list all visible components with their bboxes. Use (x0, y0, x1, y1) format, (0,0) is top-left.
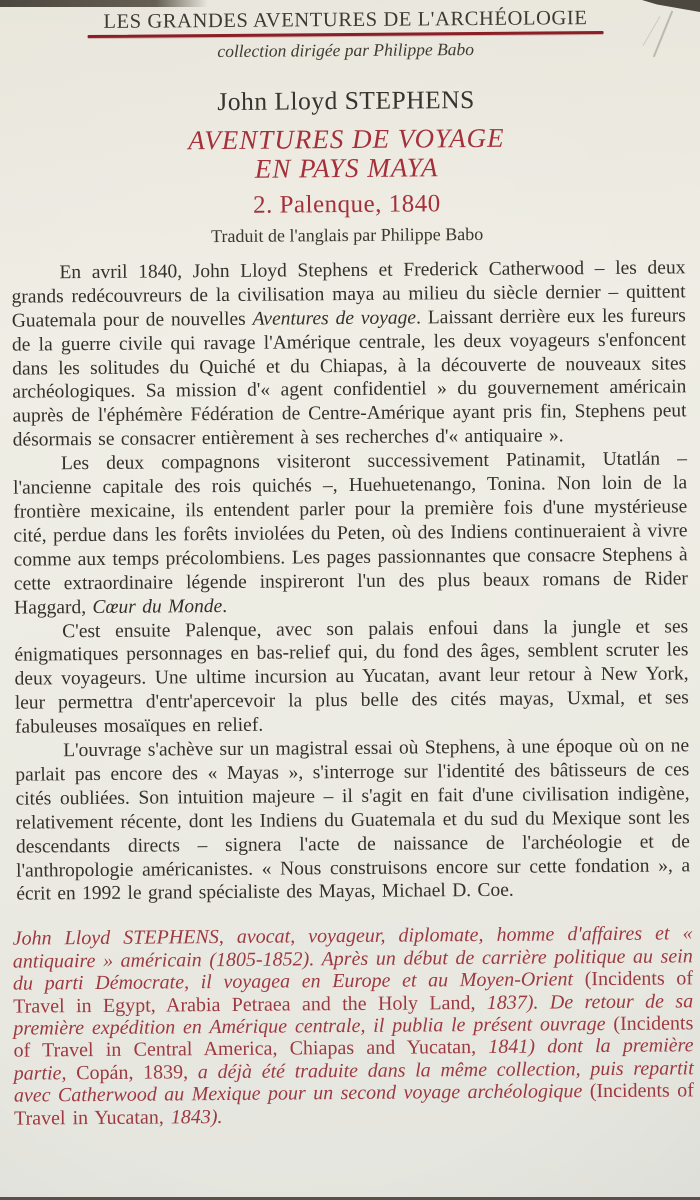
synopsis (11, 256, 690, 907)
synopsis-paragraph-1: En avril 1840, John Lloyd Stephens et Frederick Catherwood – les deux grands redécouvreurs de la civilisation maya au milieu du siècle dernier – quittent Guatemala pour de nouvelles Aventures de voyage. Laissant derrière eux les fureurs de la guerre civile qui ravage l'Amérique centrale, les deux voyageurs s'enfoncent dans les solitudes du Quiché et du Chiapas, à la découverte de nouveaux sites archéologiques. Sa mission d'« agent confidentiel » du gouvernement américain auprès de l'éphémère Fédération de Centre-Amérique ayant pris fin, Stephens peut désormais se consacrer entièrement à ses recherches d'« antiquaire ». (11, 257, 687, 451)
author-bio: John Lloyd STEPHENS, avocat, voyageur, diplomate, homme d'affaires et « antiquaire » américain (1805-1852). Après un début de carrière politique au sein du parti Démocrate, il voyagea en Europe et au Moyen-Orient (Incidents of Travel in Egypt, Arabia Petraea and the Holy Land, 1837). De retour de sa première expédition en Amérique centrale, il publia le présent ouvrage (Incidents of Travel in Central America, Chiapas and Yucatan, 1841) dont la première partie, Copán, 1839, a déjà été traduite dans la même collection, puis repartit avec Catherwood au Mexique pour un second voyage archéologique (Incidents of Travel in Yucatan, 1843). (12, 922, 694, 1130)
series-subtitle: collection dirigée par Philippe Babo (217, 38, 475, 61)
volume-subtitle: 2. Palenque, 1840 (252, 190, 441, 219)
synopsis-paragraph-3: C'est ensuite Palenque, avec son palais enfoui dans la jungle et ses énigmatiques personnages en bas-relief qui, du fond des âges, semblent scruter les deux voyageurs. Une ultime incursion au Yucatan, avant leur retour à New York, leur permettra d'entr'apercevoir la plus belle des cités mayas, Uxmal, et ses fabuleuses mosaïques en relief. (14, 615, 689, 738)
title-block (0, 83, 697, 249)
synopsis-paragraph-4: L'ouvrage s'achève sur un magistral essai où Stephens, à une époque où on ne parlait pas encore des « Mayas », s'interroge sur l'identité des bâtisseurs de ces cités oubliées. Son intuition majeure – il s'agit en fait d'une civilisation indigène, relativement récente, dont les Indiens du Guatemala et du sud du Mexique sont les descendants directs – signera l'acte de naissance de l'archéologie et de l'anthropologie américanistes. « Nous construisons encore sur cette fondation », a écrit en 1992 le grand spécialiste des Mayas, Michael D. Coe. (15, 735, 691, 906)
author-name: John Lloyd STEPHENS (217, 84, 475, 116)
series-title: LES GRANDES AVENTURES DE L'ARCHÉOLOGIE (103, 7, 588, 33)
book-title-line2: EN PAYS MAYA (254, 152, 439, 184)
series-banner (0, 6, 696, 63)
translation-credit: Traduit de l'anglais par Philippe Babo (211, 223, 484, 247)
author-bio-section (13, 923, 695, 1130)
synopsis-paragraph-2: Les deux compagnons visiteront successivement Patinamit, Utatlán – l'ancienne capitale des rois quichés –, Huehuetenango, Tonina. Non loin de la frontière mexicaine, ils entendent parler pour la première fois d'une mystérieuse cité, perdue dans les forêts inviolées du Peten, où des Indiens continueraient à vivre comme aux temps précolombiens. Les pages passionnantes que consacre Stephens à cette extraordinaire légende inspireront l'un des plus beaux romans de Rider Haggard, Cœur du Monde. (13, 448, 688, 619)
book-title-line1: AVENTURES DE VOYAGE (188, 122, 505, 155)
